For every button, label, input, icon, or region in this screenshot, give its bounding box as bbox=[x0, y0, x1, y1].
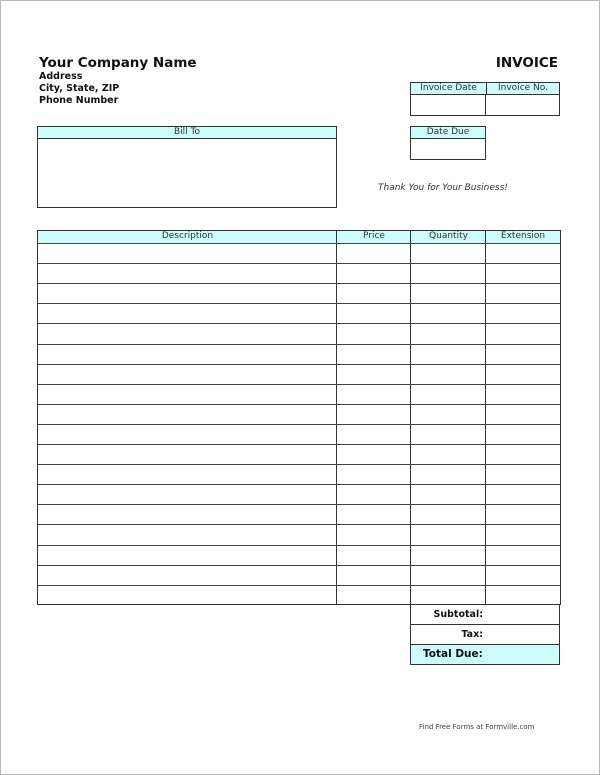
subtotal-label: Subtotal: bbox=[433, 609, 483, 620]
invoice-number-label: Invoice No. bbox=[498, 83, 548, 93]
table-row[interactable] bbox=[38, 484, 560, 485]
invoice-date-label: Invoice Date bbox=[411, 83, 487, 94]
table-row[interactable] bbox=[38, 444, 560, 445]
total-due-row[interactable] bbox=[410, 644, 560, 665]
invoice-date-number-box bbox=[410, 82, 560, 116]
date-due-field[interactable] bbox=[411, 138, 485, 159]
table-row[interactable] bbox=[38, 283, 560, 284]
table-row[interactable] bbox=[38, 524, 560, 525]
table-row[interactable] bbox=[38, 344, 560, 345]
table-row[interactable] bbox=[38, 303, 560, 304]
thank-you-note: Thank You for Your Business! bbox=[378, 183, 508, 193]
total-due-label: Total Due: bbox=[423, 648, 483, 660]
invoice-date-field[interactable] bbox=[411, 94, 486, 115]
table-row[interactable] bbox=[38, 323, 560, 324]
table-row[interactable] bbox=[38, 243, 560, 244]
table-row[interactable] bbox=[38, 464, 560, 465]
column-header-price: Price bbox=[363, 231, 385, 241]
date-due-box bbox=[410, 126, 486, 160]
footer-credit: Find Free Forms at Formville.com bbox=[419, 723, 535, 731]
table-row[interactable] bbox=[38, 263, 560, 264]
date-due-label: Date Due bbox=[411, 127, 485, 139]
company-city-state-zip: City, State, ZIP bbox=[39, 83, 120, 94]
table-row[interactable] bbox=[38, 384, 560, 385]
tax-label: Tax: bbox=[461, 629, 483, 640]
table-row[interactable] bbox=[38, 424, 560, 425]
subtotal-row[interactable] bbox=[410, 604, 560, 625]
table-row[interactable] bbox=[38, 585, 560, 586]
company-address: Address bbox=[39, 71, 83, 82]
table-row[interactable] bbox=[38, 404, 560, 405]
table-row[interactable] bbox=[38, 565, 560, 566]
company-name: Your Company Name bbox=[39, 55, 197, 71]
table-row[interactable] bbox=[38, 504, 560, 505]
table-row[interactable] bbox=[38, 545, 560, 546]
column-divider bbox=[336, 231, 337, 604]
column-divider bbox=[485, 231, 486, 604]
invoice-title: INVOICE bbox=[495, 55, 558, 71]
company-phone: Phone Number bbox=[39, 95, 119, 106]
tax-row[interactable] bbox=[410, 624, 560, 645]
column-divider bbox=[410, 231, 411, 604]
line-items-table bbox=[37, 230, 561, 605]
bill-to-label: Bill To bbox=[38, 127, 336, 139]
column-header-quantity: Quantity bbox=[429, 231, 468, 241]
column-header-extension: Extension bbox=[500, 231, 546, 241]
table-row[interactable] bbox=[38, 364, 560, 365]
bill-to-field[interactable] bbox=[38, 138, 336, 207]
invoice-number-field[interactable] bbox=[486, 94, 559, 115]
column-header-description: Description bbox=[161, 231, 214, 241]
bill-to-box bbox=[37, 126, 337, 208]
